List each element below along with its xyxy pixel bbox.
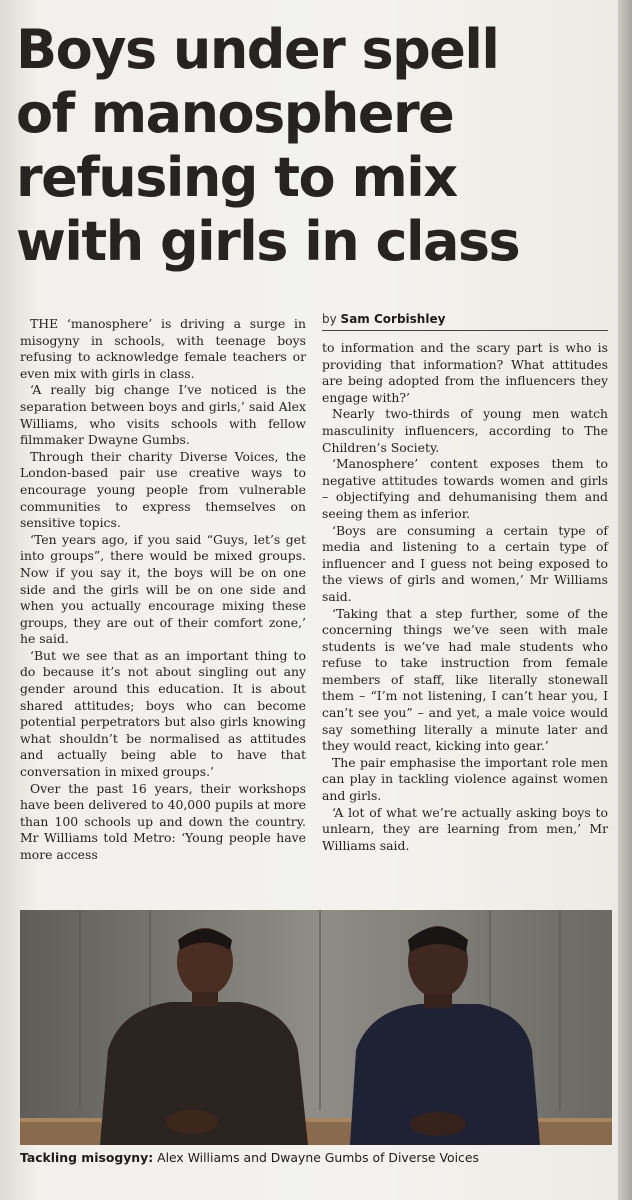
- article-paragraph: Nearly two-thirds of young men watch masculinity influencers, according to The Children’s Society.: [322, 406, 608, 455]
- article-paragraph: Through their charity Diverse Voices, the London-based pair use creative ways to encourage young people from vulnerable communities to express themselves on sensitive topics.: [20, 448, 306, 531]
- article-paragraph: Over the past 16 years, their workshops have been delivered to 40,000 pupils at more than 100 schools up and down the country. Mr Williams told Metro: ‘Young people have more access: [20, 780, 306, 862]
- portrait-photo-icon: [20, 910, 612, 1145]
- headline-line: Boys under spell: [16, 18, 499, 81]
- portrait-photo: [20, 910, 612, 1145]
- byline: [322, 312, 608, 331]
- headline-line: with girls in class: [16, 210, 520, 273]
- article-paragraph: ‘Manosphere’ content exposes them to negative attitudes towards women and girls – objectifying and dehumanising them and seeing them as inferior.: [322, 456, 608, 521]
- article-paragraph: ‘A lot of what we’re actually asking boys to unlearn, they are learning from men,’ Mr Williams said.: [322, 804, 608, 853]
- caption-text: Alex Williams and Dwayne Gumbs of Diverse Voices: [153, 1150, 479, 1165]
- byline-author: Sam Corbishley: [340, 312, 446, 326]
- headline-line: refusing to mix: [16, 146, 457, 209]
- article-paragraph: The pair emphasise the important role men can play in tackling violence against women and girls.: [322, 754, 608, 804]
- photo-caption: [20, 1150, 620, 1165]
- article-paragraph: to information and the scary part is who is providing that information? What attitudes are being adopted from the influencers they engage with?’: [322, 340, 608, 405]
- article-paragraph: ‘Boys are consuming a certain type of media and listening to a certain type of influencer and I guess not being exposed to the views of girls and women,’ Mr Williams said.: [322, 522, 608, 604]
- caption-lead: Tackling misogyny:: [20, 1150, 154, 1165]
- article-paragraph: ‘Taking that a step further, some of the concerning things we’ve seen with male students is we’ve had male students who refuse to take instruction from female members of staff, like literally stonewall them – “I’m not listening, I can’t hear you, I can’t see you” – and yet, a male voice would say something literally a minute later and they would react, kicking into gear.’: [322, 605, 608, 754]
- article-paragraph: ‘A really big change I’ve noticed is the separation between boys and girls,’ said Alex Williams, who visits schools with fellow filmmaker Dwayne Gumbs.: [20, 382, 306, 448]
- article-paragraph: ‘Ten years ago, if you said “Guys, let’s get into groups”, there would be mixed groups. Now if you say it, the boys will be on one side and the girls will be on one side and when you actually encourage mixing these groups, they are out of their comfort zone,’ he said.: [20, 531, 306, 647]
- article-column-right: [322, 340, 608, 854]
- headline: [16, 18, 606, 274]
- byline-prefix: by: [322, 312, 337, 326]
- article-paragraph: ‘But we see that as an important thing to do because it’s not about singling out any gender around this education. It is about shared attitudes; boys who can become potential perpetrators but also girls knowing what shouldn’t be normalised as attitudes and actually being able to have that conversation in mixed groups.’: [20, 647, 306, 780]
- headline-line: of manosphere: [16, 82, 454, 145]
- article-column-left: [20, 316, 306, 864]
- article-paragraph: THE ‘manosphere’ is driving a surge in misogyny in schools, with teenage boys refusing to acknowledge female teachers or even mix with girls in class.: [20, 316, 306, 381]
- page-fold: [618, 0, 632, 1200]
